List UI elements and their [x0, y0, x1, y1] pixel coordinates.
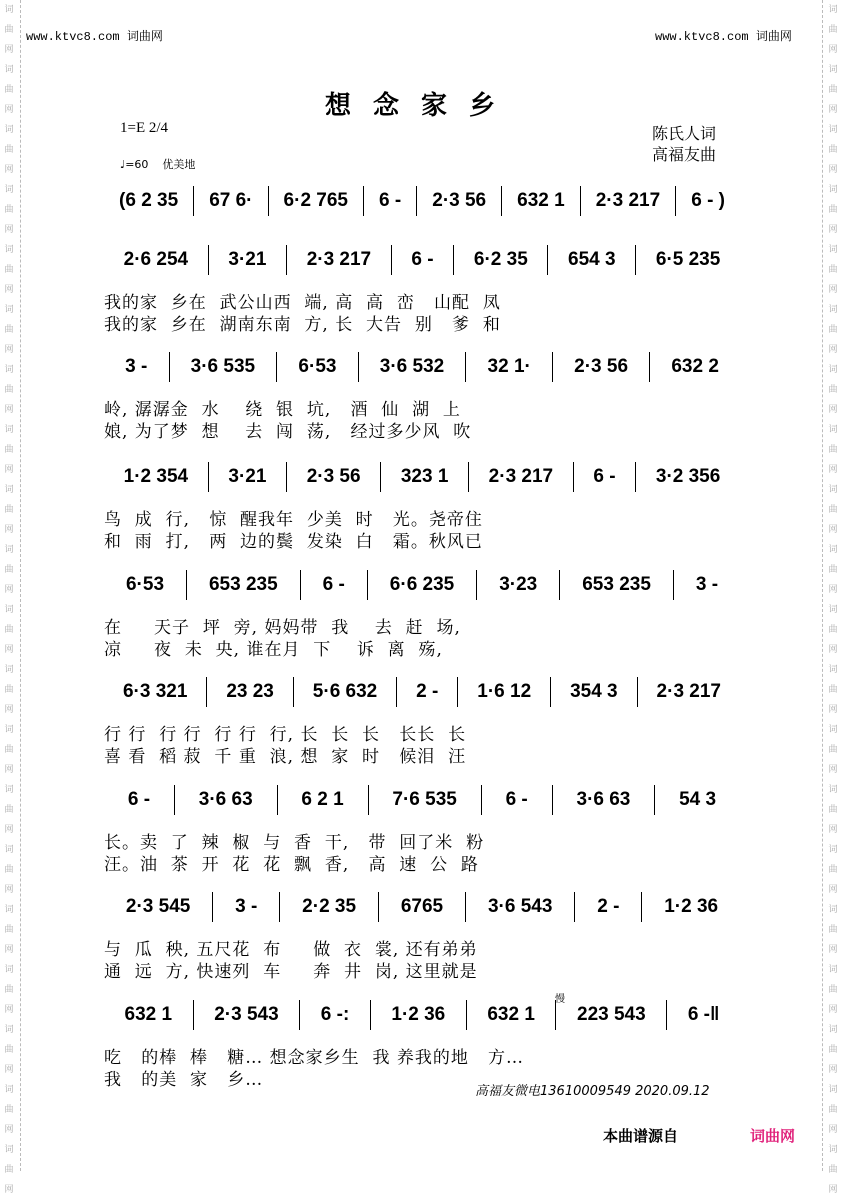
lyric-line: 凉 夜 未 央, 谁在月 下 诉 离 殇,	[104, 640, 443, 660]
measure: 3 -	[104, 352, 170, 382]
composer: 高福友曲	[652, 145, 717, 164]
watermark-text: 词曲网	[4, 725, 14, 775]
source-brand-link[interactable]: 词曲网	[750, 1127, 796, 1145]
measure: 1·2 36	[371, 1000, 467, 1030]
measure: 6 2 1	[278, 785, 369, 815]
header-url-right[interactable]	[655, 27, 792, 44]
watermark-text: 词曲网	[4, 1145, 14, 1195]
lyric-line: 我的家 乡在 湖南东南 方, 长 大告 别 爹 和	[104, 315, 501, 335]
lyric-line: 岭, 潺潺金 水 绕 银 坑, 酒 仙 湖 上	[104, 400, 461, 420]
measure: 3·2 356	[655, 466, 721, 487]
measure: 7·6 535	[369, 785, 482, 815]
measure: 632 1	[467, 1000, 557, 1030]
measure: 3 -	[213, 892, 280, 922]
left-margin-line	[20, 0, 21, 1171]
lyric-line: 鸟 成 行, 惊 醒我年 少美 时 光。尧帝住	[104, 510, 483, 530]
measure: 2·3 217	[287, 245, 392, 275]
watermark-text: 词曲网	[828, 1085, 838, 1135]
measure: 632 1	[104, 1000, 194, 1030]
measure: 6 -	[392, 245, 454, 275]
lyric-line: 娘, 为了梦 想 去 闯 荡, 经过多少风 吹	[104, 422, 472, 442]
measure: 6·6 235	[368, 570, 477, 600]
measure: 6 -	[574, 462, 636, 492]
score-line	[104, 352, 740, 382]
watermark-text: 词曲网	[4, 605, 14, 655]
key-signature: 1=E 2/4	[120, 120, 169, 136]
lyric-line: 喜 看 稻 菽 千 重 浪, 想 家 时 候泪 汪	[104, 747, 467, 767]
measure: 2·3 56	[553, 352, 650, 382]
score-line	[104, 245, 740, 275]
measure: 3·6 63	[553, 785, 656, 815]
score-line	[104, 677, 740, 707]
measure: 653 235	[560, 570, 674, 600]
measure: (6 2 35	[104, 186, 194, 216]
lyric-line: 和 雨 打, 两 边的鬓 发染 白 霜。秋风已	[104, 532, 483, 552]
watermark-text: 词曲网	[828, 245, 838, 295]
measure: 3·6 543	[466, 892, 575, 922]
watermark-text: 词曲网	[4, 965, 14, 1015]
measure: 323 1	[381, 462, 469, 492]
measure: 3·21	[209, 462, 287, 492]
lyric-line: 行 行 行 行 行 行 行, 长 长 长 长长 长	[104, 725, 467, 745]
watermark-text: 词曲网	[4, 125, 14, 175]
site-name: 词曲网	[755, 30, 792, 44]
right-margin-line	[822, 0, 823, 1171]
measure: 223 543	[556, 1000, 667, 1030]
watermark-text: 词曲网	[4, 185, 14, 235]
score-line	[104, 785, 740, 815]
measure: 2 -	[397, 677, 458, 707]
measure: 3·21	[209, 245, 287, 275]
measure: 6·53	[104, 570, 187, 600]
signature: 高福友微电13610009549 2020.09.12	[475, 1084, 710, 1099]
watermark-text: 词曲网	[828, 785, 838, 835]
measure: 2·3 217	[581, 186, 676, 216]
song-title: 想念家乡	[324, 91, 517, 121]
measure: 6 -	[301, 570, 368, 600]
watermark-text: 词曲网	[4, 245, 14, 295]
watermark-text: 词曲网	[4, 425, 14, 475]
watermark-text: 词曲网	[828, 545, 838, 595]
watermark-text: 词曲网	[4, 545, 14, 595]
site-url: www.ktvc8.com	[26, 30, 120, 44]
measure: 1·2 354	[104, 462, 209, 492]
measure: 67 6·	[194, 186, 268, 216]
watermark-text: 词曲网	[828, 965, 838, 1015]
lyric-line: 我 的美 家 乡…	[104, 1070, 264, 1090]
watermark-text: 词曲网	[4, 1085, 14, 1135]
watermark-text: 词曲网	[828, 605, 838, 655]
measure: 3·6 63	[175, 785, 278, 815]
score-line	[104, 186, 740, 216]
site-url: www.ktvc8.com	[655, 30, 749, 44]
measure: 6 -	[104, 785, 175, 815]
measure: 2·3 543	[194, 1000, 301, 1030]
lyric-line: 我的家 乡在 武公山西 端, 高 高 峦 山配 凤	[104, 293, 501, 313]
score-line	[104, 570, 740, 600]
lyric-line: 长。卖 了 辣 椒 与 香 干, 带 回了米 粉	[104, 833, 485, 853]
watermark-text: 词曲网	[828, 425, 838, 475]
watermark-text: 词曲网	[4, 305, 14, 355]
measure: 3·6 535	[170, 352, 278, 382]
lyric-line: 与 瓜 秧, 五尺花 布 做 衣 裳, 还有弟弟	[104, 940, 478, 960]
measure: 3·23	[477, 570, 560, 600]
lyric-line: 吃 的棒 棒 糖… 想念家乡生 我 养我的地 方…	[104, 1048, 525, 1068]
measure: 6·2 35	[454, 245, 548, 275]
measure: 653 235	[187, 570, 301, 600]
watermark-text: 词曲网	[828, 305, 838, 355]
measure: 54 3	[679, 789, 717, 810]
measure: 354 3	[551, 677, 637, 707]
lyricist: 陈氏人词	[652, 124, 717, 143]
lyric-line: 通 远 方, 快速列 车 奔 井 岗, 这里就是	[104, 962, 478, 982]
tempo-mark: ♩=60	[120, 158, 149, 171]
measure: 23 23	[207, 677, 293, 707]
score-line	[104, 1000, 740, 1030]
watermark-text: 词曲网	[4, 65, 14, 115]
measure: 6 -‖	[687, 1004, 720, 1025]
measure: 5·6 632	[294, 677, 397, 707]
measure: 2·3 545	[104, 892, 213, 922]
watermark-text: 词曲网	[4, 665, 14, 715]
score-line	[104, 462, 740, 492]
watermark-text: 词曲网	[4, 905, 14, 955]
measure: 1·2 36	[664, 896, 719, 917]
watermark-text: 词曲网	[828, 5, 838, 55]
measure: 6 -	[482, 785, 553, 815]
watermark-text: 词曲网	[828, 185, 838, 235]
watermark-text: 词曲网	[828, 365, 838, 415]
lyric-line: 在 天子 坪 旁, 妈妈带 我 去 赶 场,	[104, 618, 461, 638]
measure: 6·3 321	[104, 677, 207, 707]
header-url-left[interactable]	[26, 27, 163, 44]
watermark-text: 词曲网	[828, 485, 838, 535]
score-line	[104, 892, 740, 922]
watermark-text: 词曲网	[828, 65, 838, 115]
slow-mark: 慢	[555, 994, 565, 1005]
watermark-text: 词曲网	[4, 845, 14, 895]
measure: 6·5 235	[655, 249, 721, 270]
measure: 632 1	[502, 186, 581, 216]
expression-mark: 优美地	[162, 158, 196, 171]
measure: 2·3 56	[417, 186, 502, 216]
measure: 6·2 765	[269, 186, 364, 216]
source-label: 本曲谱源自	[603, 1127, 679, 1145]
measure: 2·2 35	[280, 892, 379, 922]
watermark-text: 词曲网	[828, 905, 838, 955]
measure: 3 -	[695, 574, 719, 595]
watermark-text: 词曲网	[828, 665, 838, 715]
measure: 2·3 56	[287, 462, 381, 492]
watermark-text: 词曲网	[828, 725, 838, 775]
watermark-text: 词曲网	[828, 125, 838, 175]
measure: 632 2	[671, 356, 719, 377]
watermark-text: 词曲网	[4, 1025, 14, 1075]
measure: 6 -	[364, 186, 417, 216]
measure: 6 - )	[691, 190, 725, 211]
measure: 2·6 254	[104, 245, 209, 275]
measure: 6 -:	[300, 1000, 371, 1030]
watermark-text: 词曲网	[828, 845, 838, 895]
watermark-text: 词曲网	[4, 5, 14, 55]
measure: 2·3 217	[469, 462, 574, 492]
site-name: 词曲网	[126, 30, 163, 44]
watermark-text: 词曲网	[828, 1025, 838, 1075]
measure: 2 -	[575, 892, 642, 922]
measure: 654 3	[548, 245, 636, 275]
measure: 6765	[379, 892, 466, 922]
watermark-text: 词曲网	[828, 1145, 838, 1195]
measure: 3·6 532	[359, 352, 467, 382]
measure: 32 1·	[466, 352, 553, 382]
watermark-text: 词曲网	[4, 365, 14, 415]
tempo-line	[120, 156, 195, 172]
measure: 2·3 217	[656, 681, 721, 702]
lyric-line: 汪。油 茶 开 花 花 飘 香, 高 速 公 路	[104, 855, 479, 875]
measure: 6·53	[277, 352, 358, 382]
measure: 1·6 12	[458, 677, 551, 707]
watermark-text: 词曲网	[4, 785, 14, 835]
watermark-text: 词曲网	[4, 485, 14, 535]
